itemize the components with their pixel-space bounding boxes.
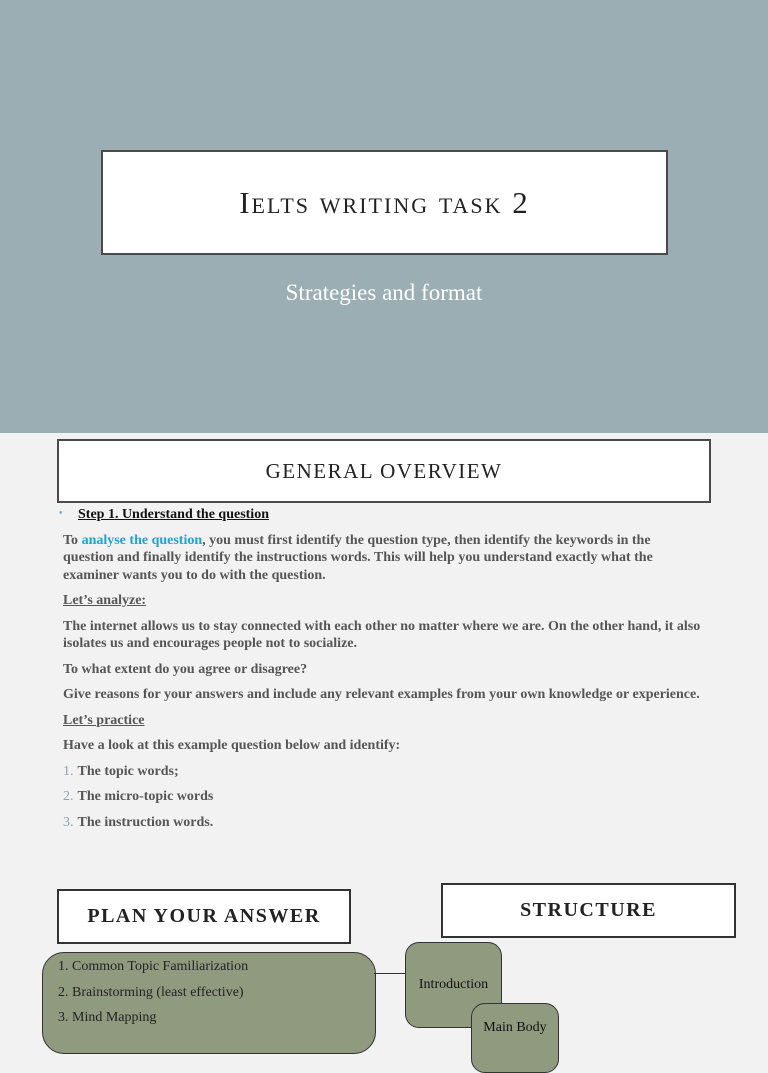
step-heading: Step 1. Understand the question bbox=[78, 507, 269, 522]
overview-content bbox=[59, 506, 703, 839]
list-text: The micro-topic words bbox=[77, 789, 214, 804]
bullet-dot-icon: • bbox=[59, 508, 63, 519]
list-number: 1. bbox=[63, 763, 74, 779]
overview-heading-box bbox=[57, 439, 711, 503]
intro-prefix: To bbox=[63, 532, 82, 548]
list-text: The topic words; bbox=[77, 763, 179, 779]
title-slide bbox=[0, 0, 768, 433]
step-bullet bbox=[59, 506, 703, 524]
overview-slide bbox=[0, 433, 768, 873]
list-text: The instruction words. bbox=[77, 814, 214, 830]
intro-rest: , you must first identify the question type, then identify the keywords in the question and finally identify the instructions words. This will help you understand exactly what the examiner wants you to do with the question. bbox=[63, 532, 653, 583]
question-paragraph: To what extent do you agree or disagree? bbox=[63, 661, 308, 677]
statement-paragraph: The internet allows us to stay connected with each other no matter where we are. On the other hand, it also isolates us and encourages people not to socialize. bbox=[63, 618, 701, 651]
list-number: 2. bbox=[63, 789, 74, 804]
plan-item: 1. Common Topic Familiarization bbox=[58, 959, 249, 974]
plan-list-panel bbox=[42, 952, 376, 1054]
intro-paragraph bbox=[63, 532, 703, 585]
list-number: 3. bbox=[63, 814, 74, 830]
lets-practice-label: Let’s practice bbox=[63, 712, 145, 728]
plan-heading: PLAN YOUR ANSWER bbox=[87, 905, 321, 927]
plan-item: 3. Mind Mapping bbox=[58, 1010, 157, 1025]
slide-title: Ielts writing task 2 bbox=[239, 184, 530, 220]
list-item bbox=[63, 763, 703, 781]
overview-heading: GENERAL OVERVIEW bbox=[265, 458, 503, 483]
list-item bbox=[63, 788, 703, 806]
connector-line bbox=[374, 973, 406, 974]
introduction-node: Introduction bbox=[405, 942, 502, 1028]
main-body-node: Main Body bbox=[471, 1003, 559, 1073]
list-item bbox=[63, 814, 703, 832]
slide-subtitle: Strategies and format bbox=[285, 280, 483, 305]
plan-item: 2. Brainstorming (least effective) bbox=[58, 985, 244, 1000]
lets-analyze-label: Let’s analyze: bbox=[63, 593, 147, 608]
practice-intro: Have a look at this example question below and identify: bbox=[63, 738, 401, 753]
plan-heading-box bbox=[57, 889, 351, 944]
analyse-link[interactable]: analyse the question bbox=[81, 532, 203, 548]
structure-heading-box bbox=[441, 883, 736, 938]
plan-structure-slides bbox=[0, 873, 768, 1035]
structure-heading: STRUCTURE bbox=[520, 899, 657, 921]
reasons-paragraph: Give reasons for your answers and include any relevant examples from your own knowledge or experience. bbox=[63, 687, 700, 702]
title-box bbox=[101, 150, 668, 255]
